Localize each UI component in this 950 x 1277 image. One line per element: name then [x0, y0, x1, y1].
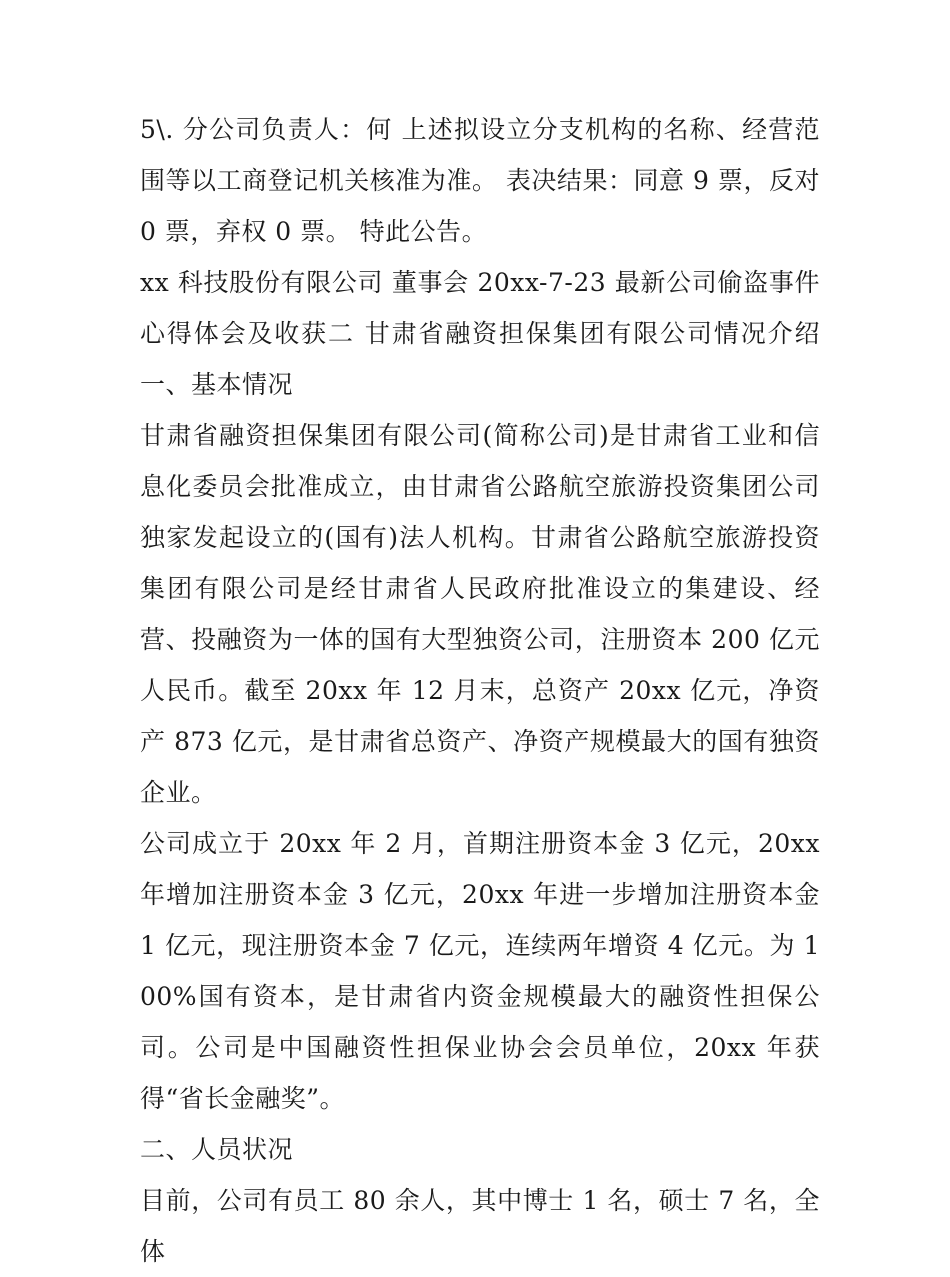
paragraph-branch-announcement: 5\. 分公司负责人：何 上述拟设立分支机构的名称、经营范围等以工商登记机关核准为准。 表决结果：同意 9 票，反对 0 票，弃权 0 票。 特此公告。	[140, 115, 820, 246]
paragraph-company-intro: 甘肃省融资担保集团有限公司(简称公司)是甘肃省工业和信息化委员会批准成立，由甘肃省公路航空旅游投资集团公司独家发起设立的(国有)法人机构。甘肃省公路航空旅游投资集团有限公司是经甘肃省人民政府批准设立的集建设、经营、投融资为一体的国有大型独资公司，注册资本 200 亿元人民币。截至 20xx 年 12 月末，总资产 20xx 亿元，净资产 873 亿元，是甘肃省总资产、净资产规模最大的国有独资企业。	[140, 421, 820, 807]
paragraph-company-signature: xx 科技股份有限公司 董事会 20xx-7-23 最新公司偷盗事件心得体会及收获二 甘肃省融资担保集团有限公司情况介绍 一、基本情况	[140, 268, 820, 399]
paragraph-personnel: 目前，公司有员工 80 余人，其中博士 1 名，硕士 7 名，全体	[140, 1186, 820, 1266]
section-heading-personnel: 二、人员状况	[140, 1135, 294, 1164]
document-page	[140, 104, 820, 1277]
paragraph-capital-history: 公司成立于 20xx 年 2 月，首期注册资本金 3 亿元，20xx 年增加注册资本金 3 亿元，20xx 年进一步增加注册资本金 1 亿元，现注册资本金 7 亿元，连续两年增资 4 亿元。为 100%国有资本，是甘肃省内资金规模最大的融资性担保公司。公司是中国融资性担保业协会会员单位，20xx 年获得“省长金融奖”。	[140, 829, 820, 1113]
